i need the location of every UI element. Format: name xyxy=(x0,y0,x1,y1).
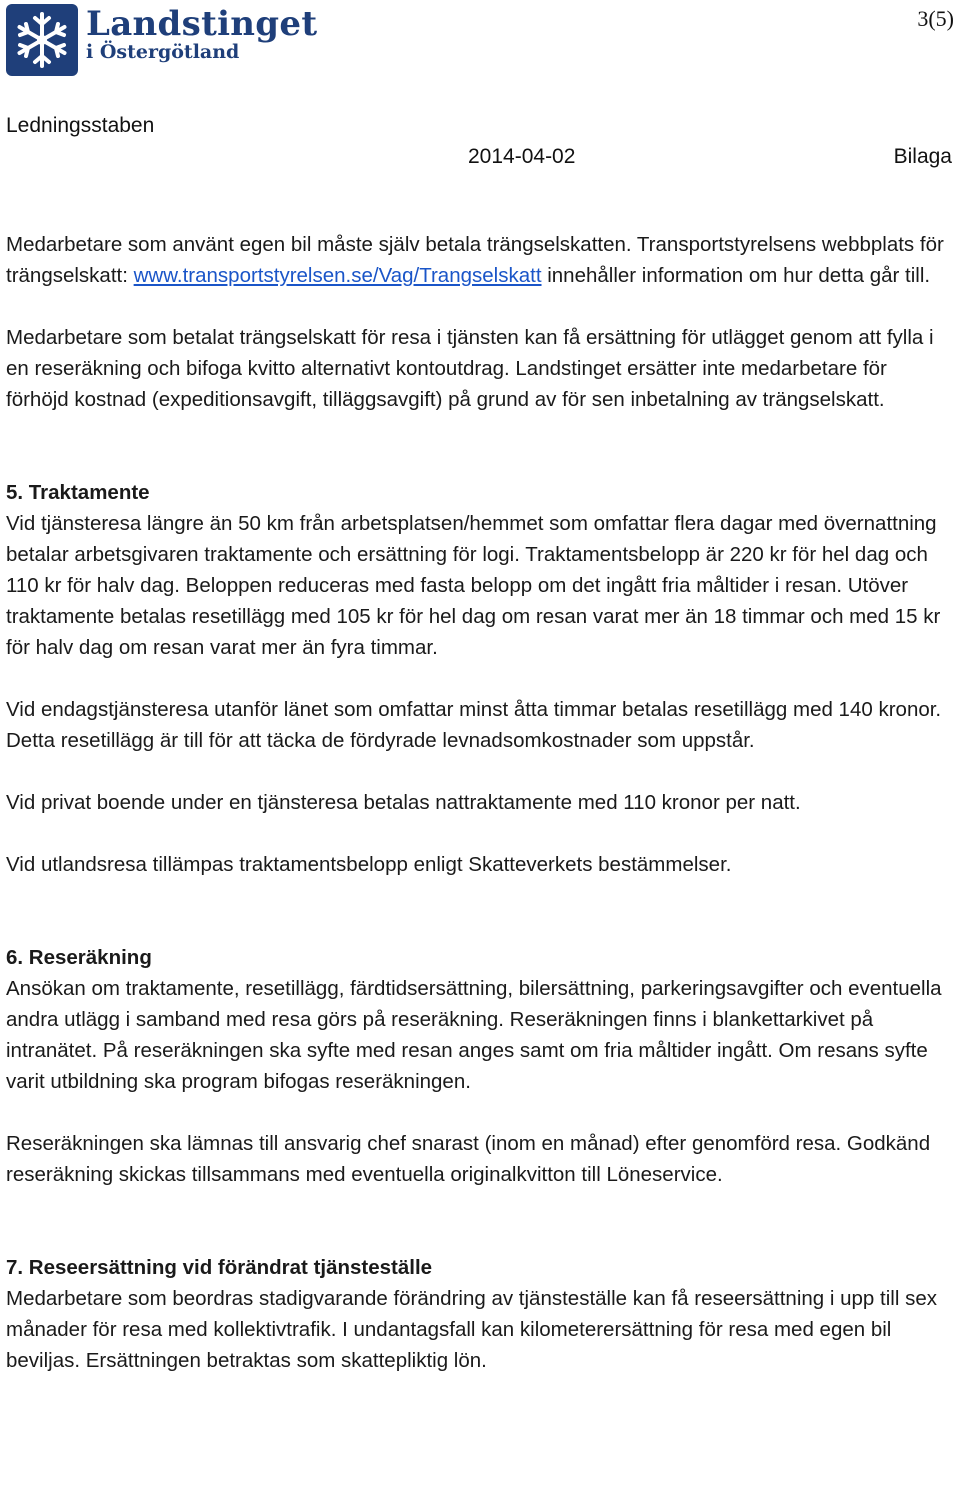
logo-wordmark xyxy=(86,4,317,62)
congestion-text-after: innehåller information om hur detta går till. xyxy=(541,264,931,287)
reserakning-paragraph-1: Ansökan om traktamente, resetillägg, färdtidsersättning, bilersättning, parkeringsavgifter och eventuella andra utlägg i samband med resa görs på reseräkning. Reseräkningen finns i blankettarkivet på intranätet. På reseräkningen ska syfte med resan anges samt om fria måltider ingått. Om resans syfte varit utbildning ska program bifogas reseräkningen. xyxy=(6,977,942,1093)
congestion-text: Medarbetare som använt egen bil måste själv betala trängselskatten. Transportstyrelsens webbplats för trängselskatt: xyxy=(6,233,944,287)
department-label: Ledningsstaben xyxy=(6,114,155,137)
traktamente-paragraph-1: Vid tjänsteresa längre än 50 km från arbetsplatsen/hemmet som omfattar flera dagar med övernattning betalar arbetsgivaren traktamente och ersättning för logi. Traktamentsbelopp är 220 kr för hel dag och 110 kr för halv dag. Beloppen reduceras med fasta belopp om det ingått fria måltider i resan. Utöver traktamente betalas resetillägg med 105 kr för hel dag om resan varat mer än 18 timmar och med 15 kr för halv dag om resan varat mer än fyra timmar. xyxy=(6,512,941,659)
reseersattning-paragraph-1: Medarbetare som beordras stadigvarande förändring av tjänsteställe kan få reseersättning i upp till sex månader för resa med kollektivtrafik. I undantagsfall kan kilometerersättning för resa med egen bil beviljas. Ersättningen betraktas som skattepliktig lön. xyxy=(6,1287,937,1372)
transportstyrelsen-link[interactable]: www.transportstyrelsen.se/Vag/Trangselskatt xyxy=(133,264,542,287)
traktamente-paragraph-3: Vid privat boende under en tjänsteresa betalas nattraktamente med 110 kronor per natt. xyxy=(6,791,801,814)
logo-region: i Östergötland xyxy=(86,41,240,63)
section-heading-reserakning: 6. Reseräkning xyxy=(6,946,152,969)
congestion-paragraph-1 xyxy=(6,229,954,291)
reserakning-paragraph-2: Reseräkningen ska lämnas till ansvarig chef snarast (inom en månad) efter genomförd resa. Godkänd reseräkning skickas tillsammans med eventuella originalkvitton till Löneservice. xyxy=(6,1132,931,1186)
logo-name: Landstinget xyxy=(86,4,318,44)
traktamente-paragraph-2: Vid endagstjänsteresa utanför länet som omfattar minst åtta timmar betalas resetillägg med 140 kronor. Detta resetillägg är till för att täcka de fördyrade levnadsomkostnader som uppstår. xyxy=(6,698,942,752)
snowflake-emblem-icon xyxy=(6,4,78,76)
landstinget-logo xyxy=(6,4,317,76)
traktamente-paragraph-4: Vid utlandsresa tillämpas traktamentsbelopp enligt Skatteverkets bestämmelser. xyxy=(6,853,732,876)
page-number: 3(5) xyxy=(917,6,954,31)
document-type: Bilaga xyxy=(893,145,952,168)
congestion-paragraph-2: Medarbetare som betalat trängselskatt för resa i tjänsten kan få ersättning för utlägget genom att fylla i en reseräkning och bifoga kvitto alternativt kontoutdrag. Landstinget ersätter inte medarbetare för förhöjd kostnad (expeditionsavgift, tilläggsavgift) på grund av för sen inbetalning av trängselskatt. xyxy=(6,326,934,411)
section-heading-traktamente: 5. Traktamente xyxy=(6,481,150,504)
document-date: 2014-04-02 xyxy=(468,145,576,168)
section-heading-reseersattning: 7. Reseersättning vid förändrat tjänsteställe xyxy=(6,1256,433,1279)
document-body xyxy=(6,229,954,1376)
